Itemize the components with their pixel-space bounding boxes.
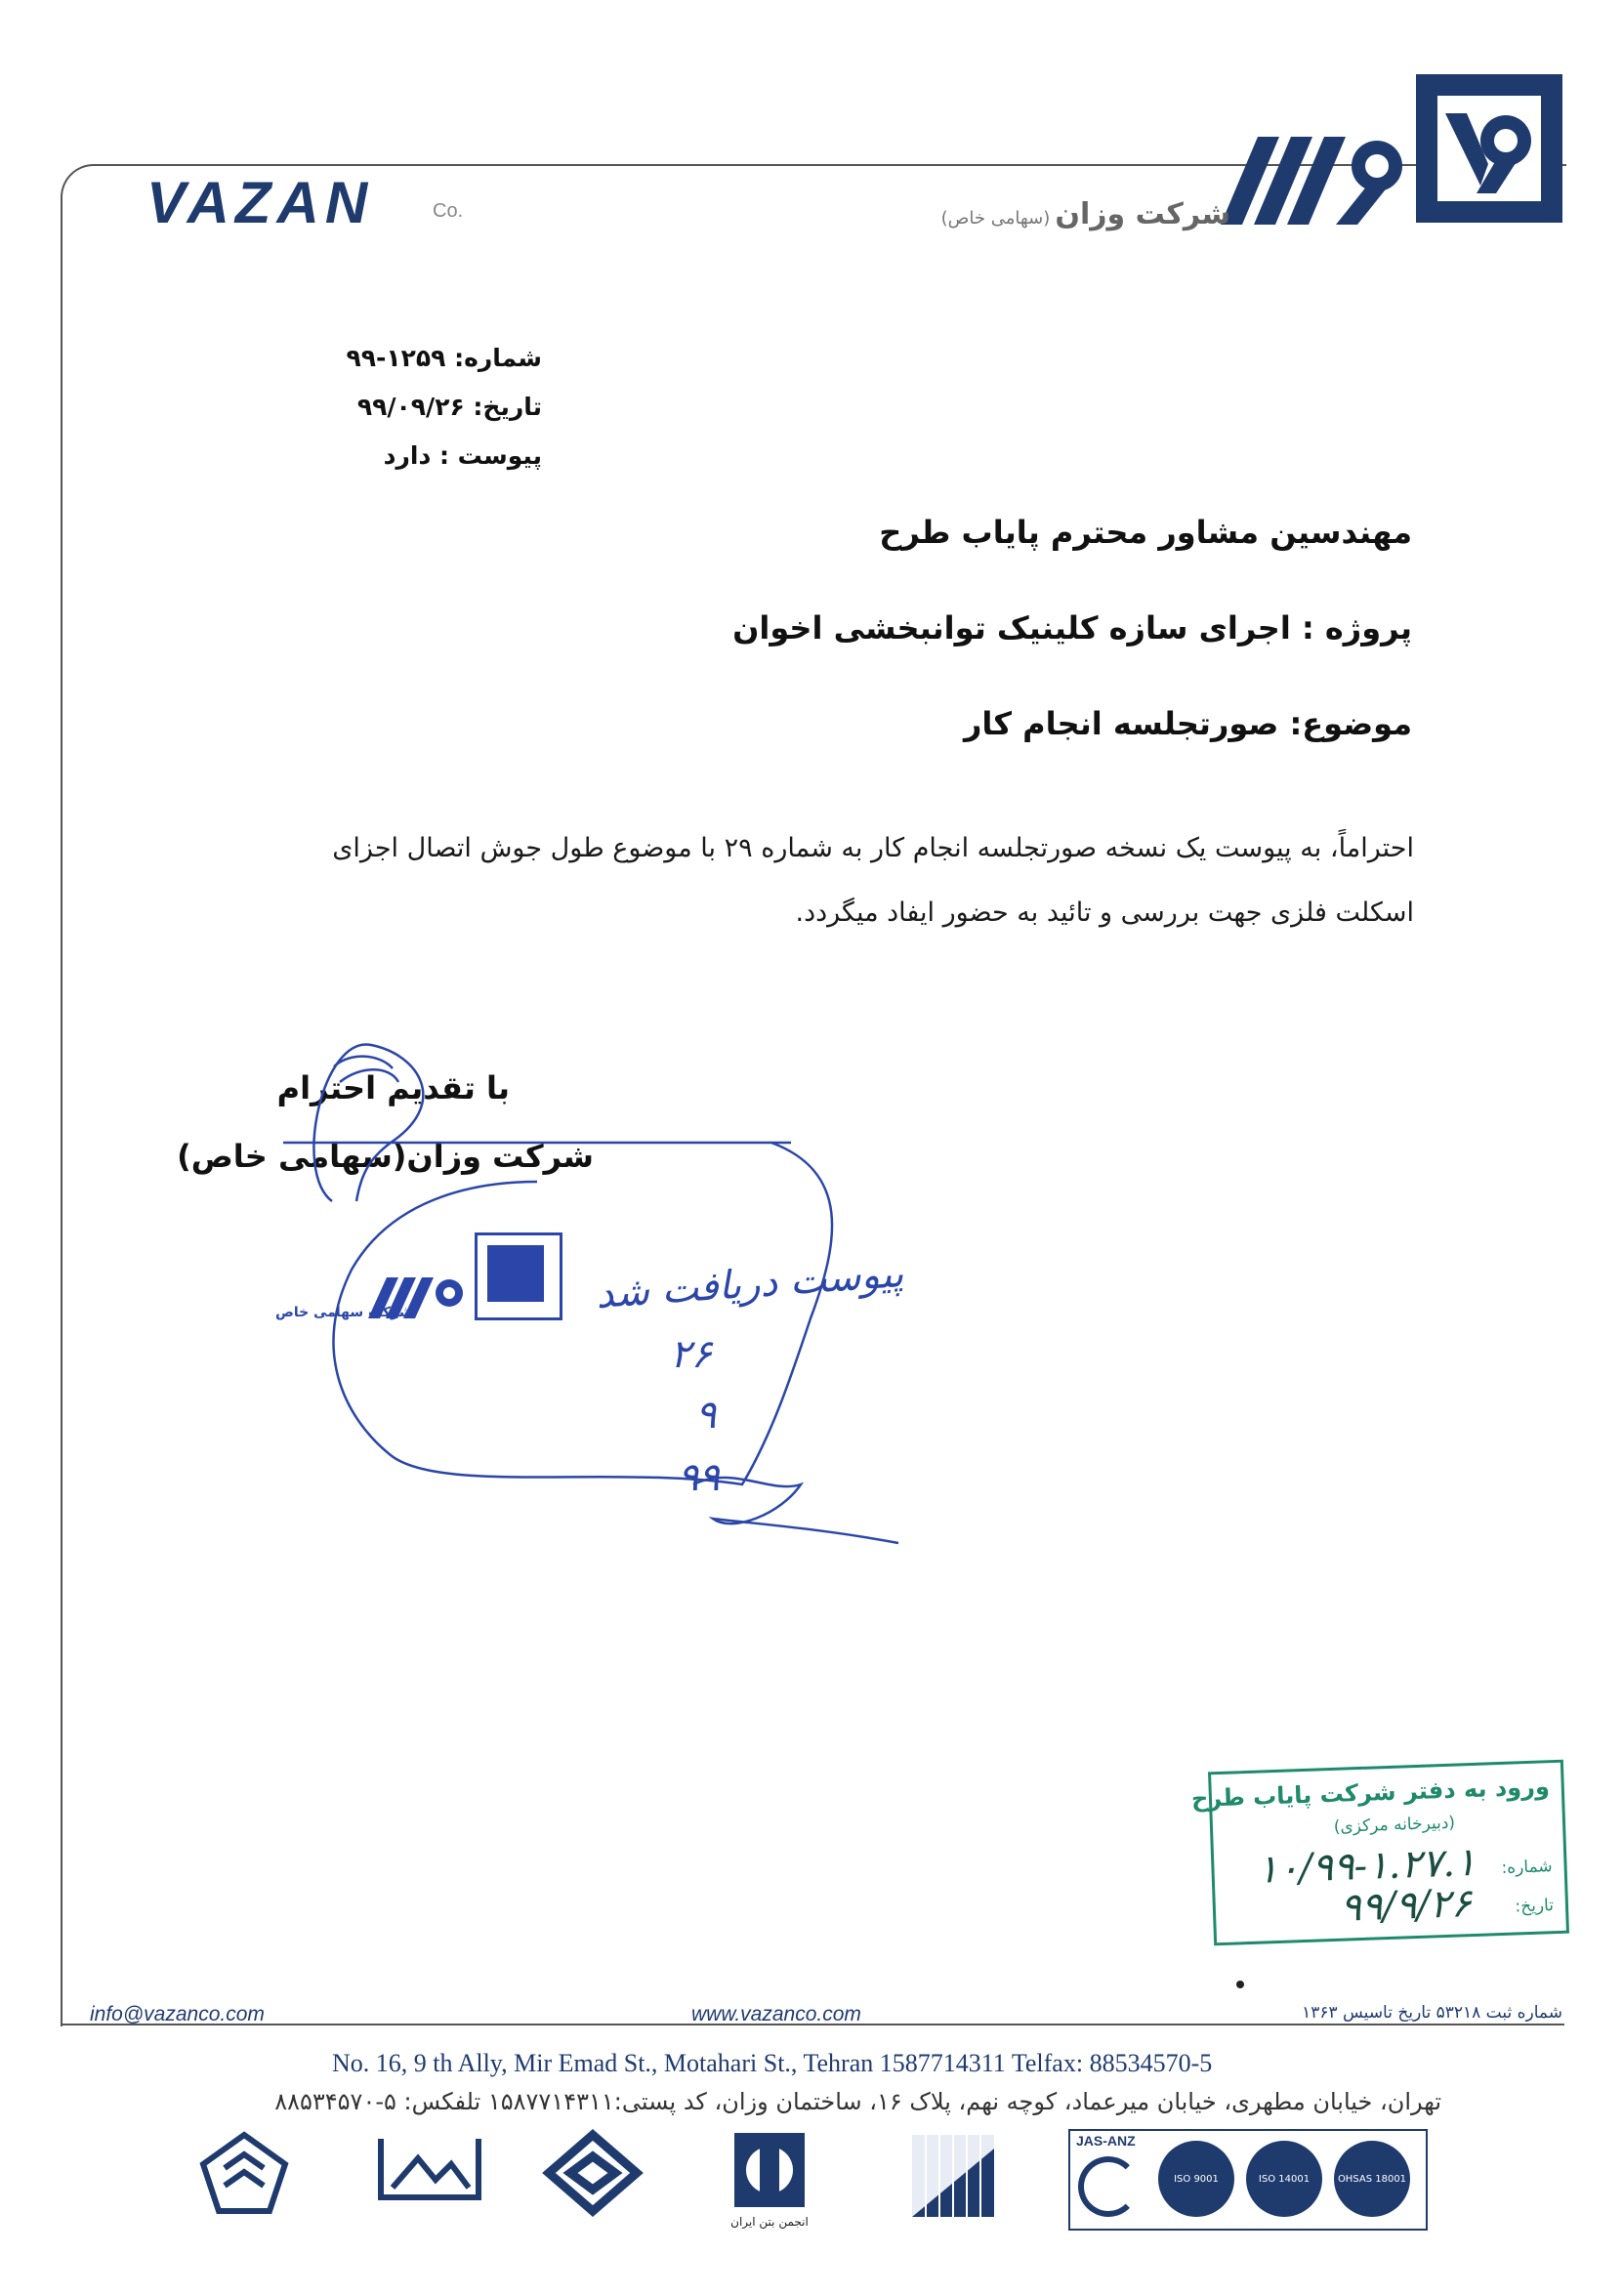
body-line-1: احتراماً، به پیوست یک نسخه صورتجلسه انجام کار به شماره ۲۹ با موضوع طول جوش اتصال اجزای xyxy=(332,833,1414,863)
project-line: پروژه : اجرای سازه کلینیک توانبخشی اخوان xyxy=(732,609,1412,647)
address-farsi: تهران، خیابان مطهری، خیابان میرعماد، کوچه نهم، پلاک ۱۶، ساختمان وزان، کد پستی:۱۵۸۷۷۱۴۳۱۱ تلفکس: ۵-۸۸۵۳۴۵۷۰ xyxy=(274,2088,1441,2115)
body-paragraph xyxy=(207,816,1414,945)
contractors-assoc-icon xyxy=(539,2129,646,2217)
entry-stamp xyxy=(1190,1760,1569,1946)
entry-stamp-subtitle: (دبیرخانه مرکزی) xyxy=(1333,1813,1456,1837)
concrete-institute-icon xyxy=(730,2129,809,2211)
jas-anz-icon xyxy=(1078,2156,1139,2217)
vazan-logo-square xyxy=(1416,74,1562,223)
vazan-logo-icon xyxy=(1437,96,1541,201)
letter-number: شماره: ۱۲۵۹-۹۹ xyxy=(346,344,542,372)
entry-stamp-title: ورود به دفتر شرکت پایاب طرح xyxy=(1190,1773,1551,1814)
iso-14001-seal: ISO 14001 xyxy=(1246,2141,1322,2217)
engineering-org-icon xyxy=(371,2129,488,2217)
closing-company: شرکت وزان(سهامی خاص) xyxy=(177,1138,594,1175)
entry-stamp-number-value: ۱۰/۹۹-۱.۲۷.۱ xyxy=(1256,1839,1477,1893)
company-type-fa: (سهامی خاص) xyxy=(940,208,1051,229)
handwritten-year: ۹۹ xyxy=(678,1455,720,1500)
entry-stamp-date-value: ۹۹/۹/۲۶ xyxy=(1339,1881,1473,1931)
jas-anz-label: JAS-ANZ xyxy=(1076,2133,1136,2149)
letter-attachment: پیوست : دارد xyxy=(383,441,542,470)
cert-logo-concrete xyxy=(730,2129,828,2233)
vazan-farsi-mark-icon xyxy=(1221,117,1406,225)
footer-email-link[interactable]: info@vazanco.com xyxy=(90,2003,265,2025)
cert-logo-2 xyxy=(371,2129,498,2233)
cert-logo-3 xyxy=(539,2129,656,2233)
handwritten-note: پیوست دریافت شد xyxy=(594,1251,905,1317)
entry-stamp-date-label: تاریخ: xyxy=(1515,1896,1555,1917)
iso-cert-band xyxy=(1068,2129,1428,2231)
building-grid-icon xyxy=(906,2129,1000,2223)
handwritten-day: ۲۶ xyxy=(670,1332,712,1377)
footer-registration: شماره ثبت ۵۳۲۱۸ تاریخ تاسیس ۱۳۶۳ xyxy=(1302,2003,1562,2023)
concrete-institute-label: انجمن بتن ایران xyxy=(730,2215,809,2229)
vazan-logo-wordmark: VAZAN xyxy=(146,170,374,235)
company-seal-text: شرکت سهامی خاص xyxy=(275,1305,413,1320)
cert-logo-1 xyxy=(195,2129,303,2233)
footer-website-link[interactable]: www.vazanco.com xyxy=(691,2003,861,2025)
ohsas-18001-seal: OHSAS 18001 xyxy=(1334,2141,1410,2217)
company-name-fa: شرکت وزان xyxy=(1055,197,1230,231)
iso-9001-seal: ISO 9001 xyxy=(1158,2141,1234,2217)
company-seal-logo xyxy=(475,1232,562,1320)
company-name-block xyxy=(937,197,1230,231)
company-seal-logo-inner xyxy=(487,1245,544,1302)
letter-date: تاریخ: ۹۹/۰۹/۲۶ xyxy=(356,393,542,421)
handwritten-month: ۹ xyxy=(695,1393,717,1438)
address-english: No. 16, 9 th Ally, Mir Emad St., Motahari St., Tehran 1587714311 Telfax: 88534570-5 xyxy=(332,2049,1213,2077)
subject-line: موضوع: صورتجلسه انجام کار xyxy=(963,705,1412,742)
addressee: مهندسین مشاور محترم پایاب طرح xyxy=(879,514,1412,551)
body-line-2: اسکلت فلزی جهت بررسی و تائید به حضور ایفاد میگردد. xyxy=(795,898,1414,928)
ink-dot xyxy=(1236,1981,1244,1988)
association-emblem-icon xyxy=(195,2129,293,2217)
cert-logo-5 xyxy=(906,2129,1004,2233)
vazan-logo-farsi-mark xyxy=(1221,117,1406,229)
logo-inner xyxy=(1437,96,1541,201)
entry-stamp-number-label: شماره: xyxy=(1501,1857,1553,1878)
closing-regards: با تقدیم احترام xyxy=(276,1069,510,1106)
vazan-logo-co: Co. xyxy=(433,200,464,222)
